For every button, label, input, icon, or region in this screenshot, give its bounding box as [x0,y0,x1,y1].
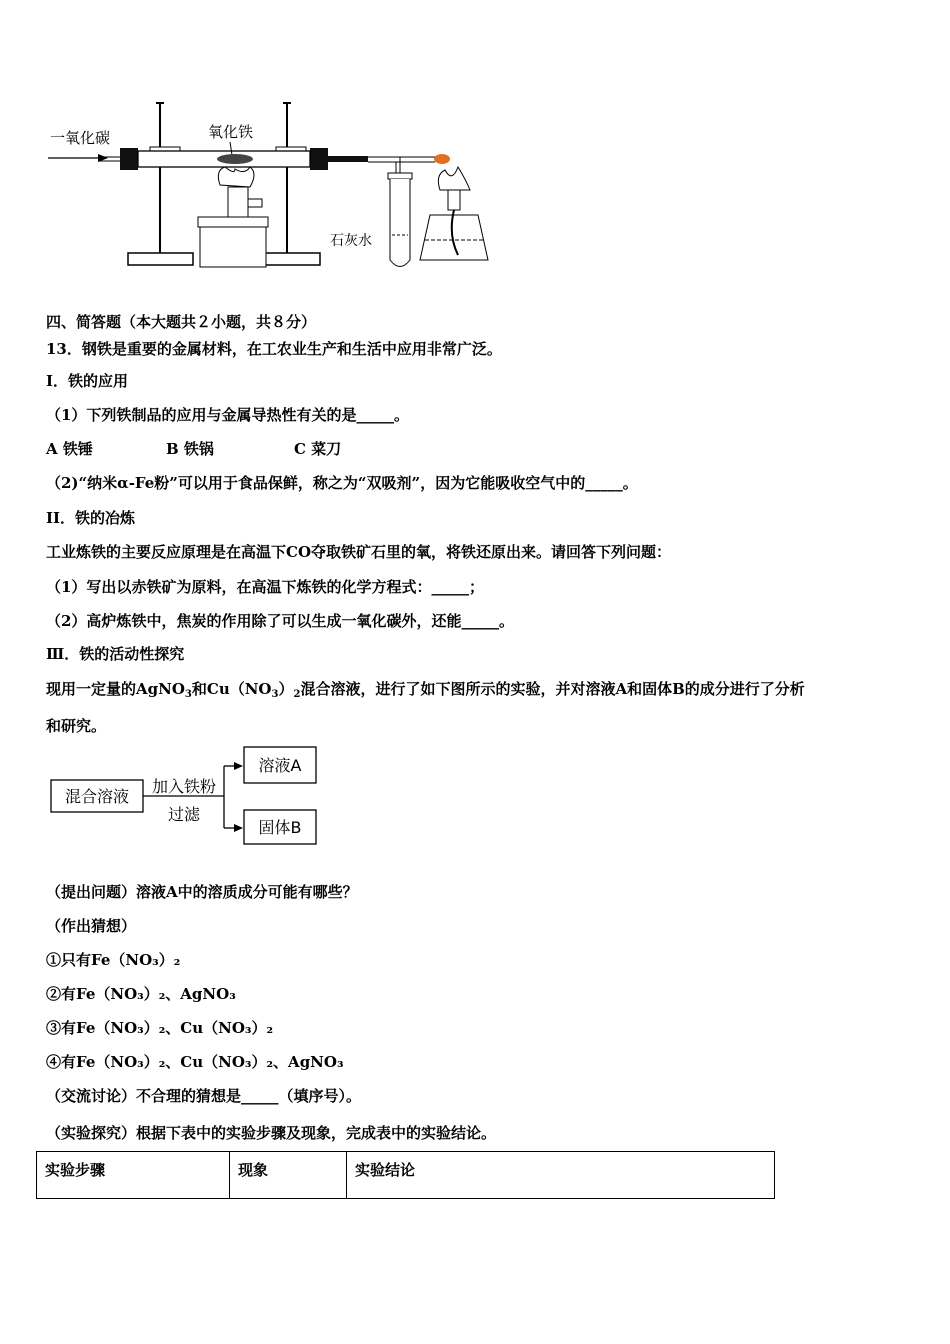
p3-text: 现用一定量的AgNO$_3$和$Cu(NO_3)_2$混合溶液，进行了如下图所示的实验，并对溶液A和固体B的成分进行了分析 [46,680,805,700]
part2-title: II．铁的冶炼 [46,509,136,527]
table-header-row [37,1152,775,1199]
section-heading: 四、简答题（本大题共２小题，共８分） [46,313,317,331]
experiment-table [36,1151,775,1199]
p1-opt-a: A 铁锤 [46,440,93,458]
header-conclusion: 实验结论 [347,1152,775,1199]
q13-intro: 13．钢铁是重要的金属材料，在工农业生产和生活中应用非常广泛。 [46,340,502,358]
inquiry-question: （提出问题）溶液A中的溶质成分可能有哪些？ [46,883,358,901]
part3-title: Ⅲ．铁的活动性探究 [46,645,185,663]
apparatus-diagram [40,95,500,280]
flow-add-fe: 加入铁粉 [151,777,217,796]
header-steps: 实验步骤 [37,1152,230,1199]
fe2o3-label: 氧化铁 [208,123,254,141]
header-phenomenon: 现象 [230,1152,347,1199]
guess-1: ①只有Fe（NO₃）₂ [46,951,181,969]
guess-2: ②有Fe（NO₃）₂、AgNO₃ [46,985,236,1003]
p2-text: 工业炼铁的主要反应原理是在高温下CO夺取铁矿石里的氧，将铁还原出来。请回答下列问题： [46,543,672,561]
guess-3: ③有Fe（NO₃）₂、Cu（NO₃）₂ [46,1019,274,1037]
co-label: 一氧化碳 [50,129,111,147]
flow-mixed: 混合溶液 [64,787,130,806]
p3-text2: 和研究。 [46,717,107,735]
p1-q2: （2)“纳米α-Fe粉”可以用于食品保鲜，称之为“双吸剂”，因为它能吸收空气中的_____。 [46,474,638,492]
discussion: （交流讨论）不合理的猜想是_____（填序号）。 [46,1087,362,1105]
flow-filter: 过滤 [167,805,201,824]
guess-4: ④有Fe（NO₃）₂、Cu（NO₃）₂、AgNO₃ [46,1053,344,1071]
explore: （实验探究）根据下表中的实验步骤及现象，完成表中的实验结论。 [46,1124,497,1142]
p1-opt-c: C 菜刀 [294,440,342,458]
flow-solid-b: 固体B [258,818,302,837]
p1-q1: （1）下列铁制品的应用与金属导热性有关的是_____。 [46,406,409,424]
guess-title: （作出猜想） [46,917,137,935]
flow-solution-a: 溶液A [258,756,302,775]
p2-q1: （1）写出以赤铁矿为原料，在高温下炼铁的化学方程式：_____； [46,578,484,596]
p1-opt-b: B 铁锅 [166,440,214,458]
flow-diagram [48,742,328,852]
p2-q2: （2）高炉炼铁中，焦炭的作用除了可以生成一氧化碳外，还能_____。 [46,612,514,630]
limewater-label: 石灰水 [330,233,372,249]
part1-title: I．铁的应用 [46,372,129,390]
